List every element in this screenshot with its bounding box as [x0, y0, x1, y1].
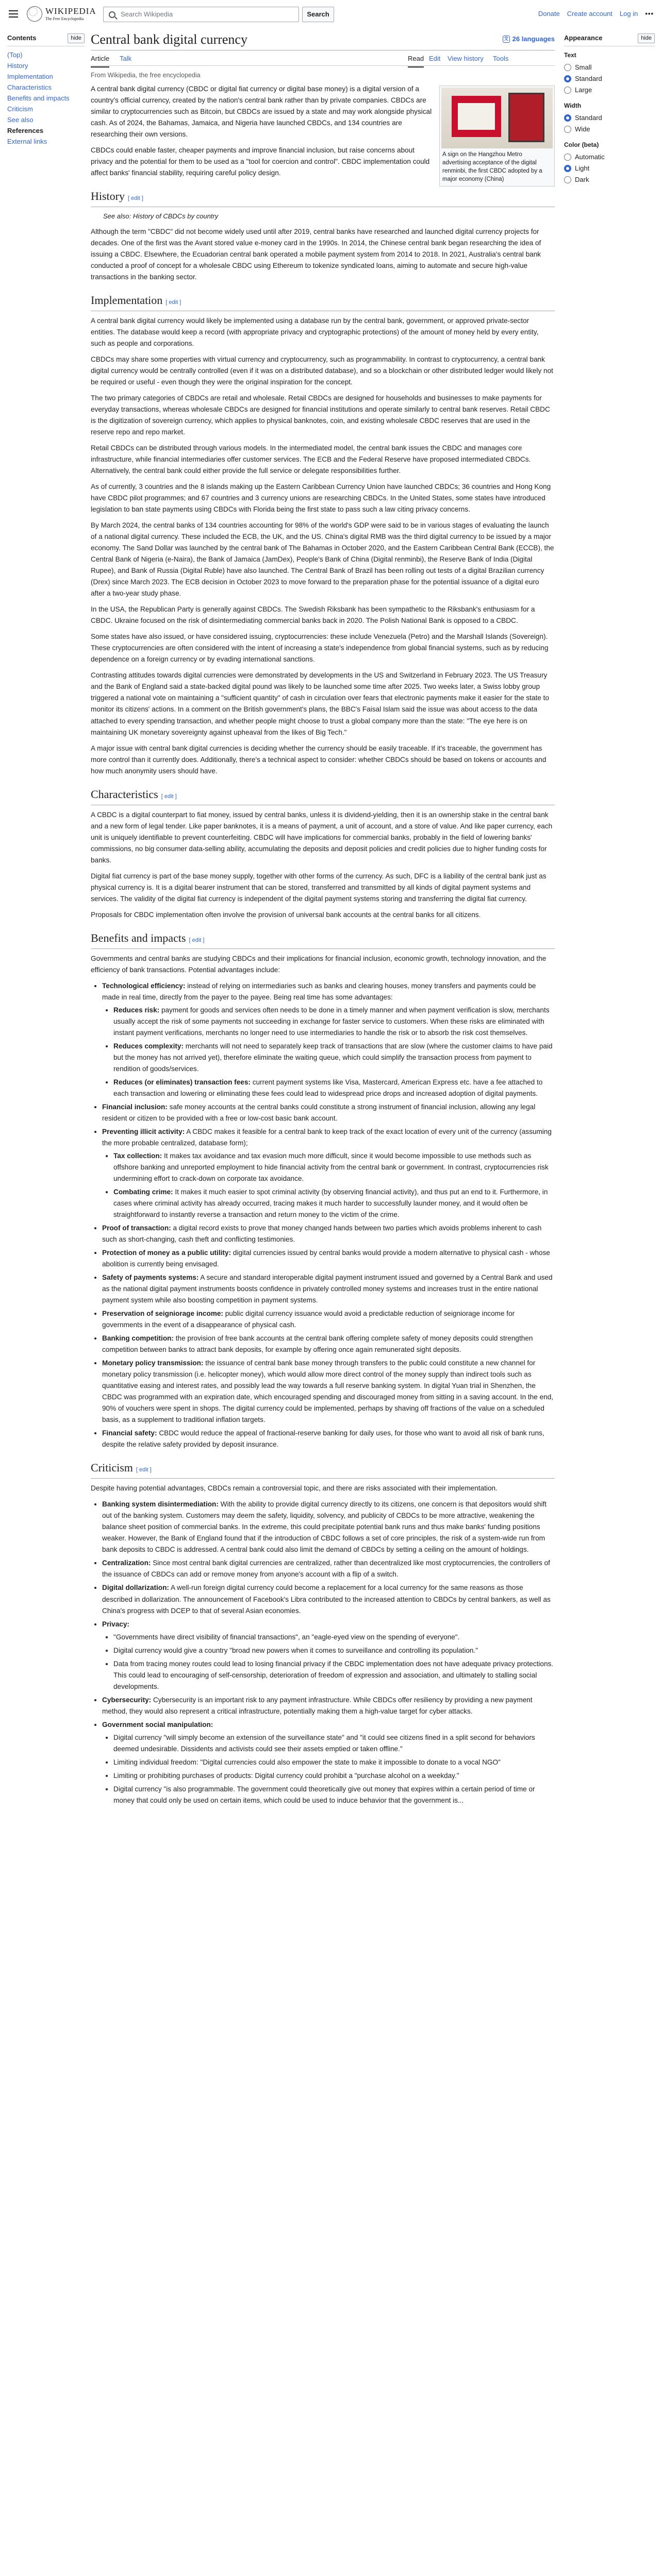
- appearance-panel: [564, 33, 655, 191]
- radio-icon: [564, 154, 571, 161]
- wikipedia-logo[interactable]: [27, 6, 96, 22]
- list-item-text: It makes tax avoidance and tax evasion much more difficult, since it would become impossible to use methods such as offshore banking and unreported employment to hide financial activity from the central bank or government. In contrast, cryptocurrencies risk undermining effort to crack-down on corporate tax avoidance.: [113, 1151, 549, 1182]
- radio-icon: [564, 64, 571, 71]
- characteristics-paragraph: Proposals for CBDC implementation often involve the provision of universal bank accounts at the central banks for all citizens.: [91, 910, 481, 919]
- edit-section-link[interactable]: [ edit ]: [189, 937, 205, 943]
- figure-caption: A sign on the Hangzhou Metro advertising acceptance of the digital renminbi, the first CBDC adopted by a major economy (China): [442, 151, 542, 183]
- list-item-text: safe money accounts at the central banks could constitute a strong instrument of financial inclusion, allowing any legal resident or citizen to be provided with a free or low-cost basic bank account.: [102, 1103, 536, 1122]
- search-icon: [109, 11, 115, 18]
- list-item: [102, 1719, 555, 1806]
- color-group: [564, 140, 655, 185]
- list-item-text: public digital currency issuance would avoid a predictable reduction of seigniorage income for governments in the event of a disappearance of physical cash.: [102, 1310, 515, 1329]
- section-heading-history: [91, 188, 555, 207]
- language-button[interactable]: [503, 34, 555, 45]
- lead-figure: [439, 86, 555, 187]
- list-item-term: Technological efficiency:: [102, 981, 186, 990]
- tab-tools[interactable]: Tools: [493, 55, 509, 62]
- characteristics-paragraph: Digital fiat currency is part of the base money supply, together with other forms of the currency. As such, DFC is a liability of the central bank just as physical currency is. It is a digital bearer instrument that can be stored, transferred and transmitted by all kinds of digital payment systems and services. The validity of the digital fiat currency is independent of the digital payment systems storing and transferring the digital fiat currency.: [91, 872, 547, 903]
- radio-selected-icon: [564, 114, 571, 122]
- implementation-paragraph: The two primary categories of CBDCs are retail and wholesale. Retail CBDCs are designed for households and businesses to make payments for everyday transactions, whereas wholesale CBDCs are designed for financial institutions and operate similarly to central bank reserves. Retail CBDC is the digitization of sovereign currency, which applies to physical banknotes, coin, and existing wholesale CBDC reserves that are used in the reserve repo and repo market.: [91, 394, 550, 436]
- lead-paragraph: A central bank digital currency (CBDC or digital fiat currency or digital base money) is a digital version of a country's official currency, created by the nation's central bank rather than by private companies. CBDCs are similar to cryptocurrencies such as Bitcoin, but CBDCs are issued by a state and may work alongside physical cash. As of 2024, the Bahamas, Jamaica, and Nigeria have launched CBDCs, and 134 countries are researching their own versions.: [91, 85, 432, 139]
- edit-section-link[interactable]: [ edit ]: [128, 195, 143, 202]
- history-paragraph: Although the term "CBDC" did not become widely used until after 2019, central banks have researched and launched digital currency projects for decades. One of the first was the Avant stored value e-money card in the 1990s. In 2014, the Chinese central bank began researching the idea of issuing a CBDC. Elsewhere, the Ecuadorian central bank operated a mobile payment system from 2014 to 2018. In 2021, Australia's central bank conducted a proof of concept for a wholesale CBDC using Ethereum to tokenize syndicated loans, aiming to automate and secure high-value transactions in the banking sector.: [91, 227, 541, 281]
- width-group: [564, 101, 655, 135]
- color-light-radio[interactable]: [564, 163, 655, 174]
- search-placeholder: Search Wikipedia: [121, 10, 173, 18]
- implementation-paragraph: Some states have also issued, or have considered issuing, cryptocurrencies: these include Venezuela (Petro) and the Marshall Islands (Sovereign). These cryptocurrencies are often considered with the intent of increasing a state's independence from global financial systems, such as by reducing dependence on a foreign currency or by evading international sanctions.: [91, 633, 549, 664]
- toc-hide-button[interactable]: hide: [68, 33, 85, 43]
- list-item-text: the provision of free bank accounts at the central bank offering complete safety of money deposits could strengthen competition between banks to attract bank deposits, for example by offering once again remunerated sight deposits.: [102, 1334, 533, 1354]
- list-item-text: current payment systems like Visa, Mastercard, American Express etc. have a fee attached to each transaction and lowering or eliminating these fees could lead to widespread price drops and increased adoption of digital payments.: [113, 1078, 543, 1097]
- edit-section-link[interactable]: [ edit ]: [161, 793, 177, 800]
- toc-item-history[interactable]: History: [7, 61, 28, 70]
- list-item-term: Banking system disintermediation:: [102, 1500, 219, 1509]
- implementation-paragraph: In the USA, the Republican Party is generally against CBDCs. The Swedish Riksbank has been sympathetic to the Riksbank's enthusiasm for a CBDC. Ukraine focused on the risk of disintermediating commercial banks back in 2020. The Polish National Bank is opposed to a CBDC.: [91, 605, 535, 625]
- list-item: [113, 1757, 555, 1768]
- list-item: [102, 1223, 555, 1245]
- color-label: Color (beta): [564, 141, 599, 149]
- list-item: [102, 1272, 555, 1306]
- language-count: 26 languages: [512, 35, 555, 43]
- toc-item-criticism[interactable]: Criticism: [7, 105, 33, 113]
- toc-item-see-also[interactable]: See also: [7, 115, 34, 124]
- radio-selected-icon: [564, 75, 571, 82]
- list-item-text: Limiting or prohibiting purchases of products: Digital currency could prohibit a "purchase alcohol on a weekday.": [113, 1771, 459, 1780]
- radio-icon: [564, 126, 571, 133]
- list-item: [102, 1428, 555, 1450]
- list-item-term: Reduces risk:: [113, 1006, 160, 1014]
- toc-title: Contents: [7, 34, 37, 42]
- radio-label: Standard: [575, 74, 602, 82]
- list-item: [113, 1770, 555, 1782]
- hangzhou-metro-sign-image[interactable]: [441, 88, 553, 148]
- toc-item-benefits[interactable]: Benefits and impacts: [7, 94, 70, 102]
- sub-list: [113, 1005, 555, 1099]
- text-size-standard-radio[interactable]: [564, 73, 655, 84]
- list-item: [102, 1308, 555, 1331]
- list-item: [102, 1619, 555, 1692]
- color-automatic-radio[interactable]: [564, 151, 655, 163]
- list-item-term: Privacy:: [102, 1620, 129, 1628]
- sub-list: [113, 1150, 555, 1221]
- list-item: [113, 1732, 555, 1755]
- implementation-paragraph: CBDCs may share some properties with virtual currency and cryptocurrency, such as programmability. In contrast to cryptocurrency, a central bank digital currency would be centrally controlled (even if it was on a distributed database), and so a blockchain or other distributed ledger would likely not be required or useful - even though they were the original inspiration for the concept.: [91, 355, 553, 386]
- list-item-term: Cybersecurity:: [102, 1696, 152, 1704]
- list-item-term: Safety of payments systems:: [102, 1274, 199, 1282]
- implementation-paragraph: Retail CBDCs can be distributed through various models. In the intermediated model, the central bank issues the CBDC and manages core infrastructure, while financial intermediaries offer customer services. The ECB and the Federal Reserve have proposed intermediated CBDCs. Alternatively, the central bank could either provide the full service or delegate responsibilities further.: [91, 444, 531, 475]
- text-size-large-radio[interactable]: [564, 84, 655, 96]
- text-size-group: [564, 50, 655, 96]
- log-in-link[interactable]: Log in: [619, 10, 638, 18]
- list-item-text: A well-run foreign digital currency could become a replacement for a local currency for the same reasons as those described in dollarization. The announcement of Facebook's Libra contributed to the increased attention to CBDCs by central bankers, as well as China's progress with DCEP to that of several Asian economies.: [102, 1584, 551, 1615]
- width-wide-radio[interactable]: [564, 124, 655, 135]
- criticism-paragraph: Despite having potential advantages, CBDCs remain a controversial topic, and there are risks associated with their implementation.: [91, 1484, 498, 1493]
- edit-section-link[interactable]: [ edit ]: [166, 299, 181, 306]
- heading-text: Criticism: [91, 1461, 133, 1475]
- list-item-text: merchants will not need to separately keep track of transactions that are slow (where the customer claims to have paid but the money has not arrived yet), therefore eliminate the waiting queue, which could simplify the transaction process from payment to rendition of goods/services.: [113, 1042, 553, 1073]
- logo-wordmark: WIKIPEDIA: [45, 6, 96, 16]
- list-item: [102, 1101, 555, 1124]
- lead-paragraph: CBDCs could enable faster, cheaper payments and improve financial inclusion, but raise concerns about privacy and the potential for them to be used as a "tool for coercion and control". CBDC implementation could affect banks' financial stability, requiring careful policy design.: [91, 146, 430, 177]
- personal-tools: [538, 9, 654, 20]
- radio-icon: [564, 87, 571, 94]
- toc-item-external-links[interactable]: External links: [7, 137, 47, 145]
- heading-text: Characteristics: [91, 787, 158, 801]
- list-item-text: Cybersecurity is an important risk to any payment infrastructure. While CBDCs offer resiliency by providing a new payment method, they would also represent a critical infrastructure, potentially making them a high-value target for cyber attacks.: [102, 1696, 533, 1715]
- benefits-paragraph: Governments and central banks are studying CBDCs and their implications for financial inclusion, economic growth, technology innovation, and the efficiency of bank transactions. Potential advantages include:: [91, 954, 547, 974]
- implementation-paragraph: As of currently, 3 countries and the 8 islands making up the Eastern Caribbean Currency Union have launched CBDCs; 36 countries and Hong Kong have CBDC pilot programmes; and 67 countries and 3 currency unions are researching CBDCs. In the United States, some states have introduced legislation to ban state payments using CBDCs with Florida being the first state to pass such a law citing privacy concerns.: [91, 483, 551, 514]
- tab-talk[interactable]: Talk: [120, 55, 132, 62]
- list-item-text: Limiting individual freedom: "Digital currencies could also empower the state to make it impossible to donate to a vocal NGO": [113, 1758, 501, 1766]
- appearance-hide-button[interactable]: hide: [638, 33, 655, 43]
- list-item: [102, 1247, 555, 1270]
- radio-icon: [564, 176, 571, 183]
- radio-label: Standard: [575, 114, 602, 122]
- list-item-text: A CBDC makes it feasible for a central bank to keep track of the exact location of every unit of the currency (assuming the more probable centralized, database form);: [102, 1127, 552, 1147]
- list-item: [113, 1005, 555, 1039]
- list-item-text: Digital currency would give a country "broad new powers when it comes to surveillance and controlling its population.": [113, 1646, 478, 1654]
- tab-read[interactable]: Read: [408, 54, 424, 67]
- section-heading-characteristics: [91, 786, 555, 805]
- list-item: [102, 1694, 555, 1717]
- section-heading-implementation: [91, 292, 555, 311]
- list-item: [113, 1784, 555, 1806]
- radio-label: Automatic: [575, 153, 605, 161]
- list-item-text: the issuance of central bank base money through transfers to the public could constitute a new channel for monetary policy transmission (i.e. helicopter money), which would allow more direct control of the money supply than indirect tools such as quantitative easing and interest rates, and possibly lead the way towards a full reserve banking system. In digital Yuan trial in Shenzhen, the CBDC was programmed with an expiration date, which encouraged spending and discouraged money from sitting in a saving account. In the end, 90% of vouchers were spent in shops. The digital currency could be implemented, perhaps by shaving off fractions of the value on a scheduled basis, as a supplement to traditional inflation targets.: [102, 1359, 554, 1424]
- article-body: [91, 83, 555, 1806]
- list-item-text: With the ability to provide digital currency directly to its citizens, one concern is that depositors would shift out of the banking system. Customers may deem the safety, liquidity, solvency, and publicity of CBDCs to be more attractive, weakening the balance sheet position of commercial banks. In the extreme, this could precipitate potential bank runs and thus make banks' funding positions weaker. However, the Bank of England found that if the introduction of CBDC follows a set of core principles, the risk of a system-wide run from bank deposits to CBDC is addressed. A central bank could also limit the demand of CBDCs by setting a ceiling on the amount of holdings.: [102, 1500, 547, 1554]
- list-item-term: Protection of money as a public utility:: [102, 1249, 231, 1257]
- heading-text: History: [91, 190, 125, 203]
- edit-section-link[interactable]: [ edit ]: [136, 1467, 152, 1473]
- list-item-term: Preservation of seigniorage income:: [102, 1310, 223, 1318]
- list-item-term: Reduces complexity:: [113, 1042, 184, 1050]
- toc-item-characteristics[interactable]: Characteristics: [7, 83, 52, 91]
- main-menu-icon[interactable]: [7, 8, 20, 21]
- list-item: [113, 1150, 555, 1184]
- list-item: [113, 1041, 555, 1075]
- list-item-term: Digital dollarization:: [102, 1584, 169, 1592]
- radio-label: Wide: [575, 125, 590, 133]
- implementation-paragraph: By March 2024, the central banks of 134 countries accounting for 98% of the world's GDP were said to be in various stages of evaluating the launch of a national digital currency. These included the ECB, the UK, and the US. China's digital RMB was the third digital currency to be issued by a major economy. The Sand Dollar was launched by the central bank of The Bahamas in October 2020, and the Eastern Caribbean Central Bank (ECCB), the Central Bank of Nigeria (e-Naira), the Bank of Jamaica (JamDex), People's Bank of China (Digital renminbi), the Reserve Bank of India (Digital Rupee), and Bank of Russia (Digital Ruble) have also launched. The Central Bank of Brazil has been rolling out tests of a digital Brazilian currency (Drex) since March 2023. The ECB decision in October 2023 to move forward to the preparation phase for the potential issuance of a digital euro after a two-year study phase.: [91, 521, 554, 598]
- toc-item-references[interactable]: References: [7, 126, 44, 134]
- search-button[interactable]: Search: [302, 7, 334, 22]
- section-heading-benefits: [91, 930, 555, 949]
- appearance-title: Appearance: [564, 34, 603, 42]
- page-tabs: [91, 50, 555, 66]
- list-item-text: instead of relying on intermediaries such as banks and clearing houses, money transfers and payments could be made in real time, directly from the payer to the payee. Being real time has some advantages:: [102, 981, 536, 1001]
- list-item-term: Financial inclusion:: [102, 1103, 168, 1111]
- radio-label: Light: [575, 164, 590, 173]
- sub-list: [113, 1632, 555, 1692]
- text-size-small-radio[interactable]: [564, 62, 655, 73]
- benefits-list: [102, 980, 555, 1451]
- radio-label: Large: [575, 86, 592, 94]
- list-item: [102, 1557, 555, 1580]
- hatnote: See also: History of CBDCs by country: [103, 212, 219, 221]
- language-icon: 文: [503, 36, 510, 43]
- sub-list: [113, 1732, 555, 1806]
- toc-item-top[interactable]: (Top): [7, 50, 23, 59]
- criticism-list: [102, 1499, 555, 1806]
- list-item: [113, 1645, 555, 1656]
- site-sub: From Wikipedia, the free encyclopedia: [91, 72, 201, 79]
- toc-item-implementation[interactable]: Implementation: [7, 72, 53, 80]
- table-of-contents: [7, 33, 85, 147]
- list-item: [102, 1582, 555, 1616]
- list-item-text: Data from tracing money routes could lead to losing financial privacy if the CBDC implementation does not have adequate privacy protections. This could lead to encouraging of self-censorship, deterioration of freedom of expression and association, and ultimately to stalling social developments.: [113, 1659, 554, 1690]
- list-item-term: Financial safety:: [102, 1429, 157, 1437]
- heading-text: Implementation: [91, 294, 163, 307]
- heading-text: Benefits and impacts: [91, 931, 186, 944]
- donate-link[interactable]: Donate: [538, 10, 560, 18]
- implementation-paragraph: A central bank digital currency would likely be implemented using a database run by the central bank, government, or approved private-sector entities. The database would keep a record (with appropriate privacy and cryptographic protections) of the amount of money held by every entity, such as people and corporations.: [91, 317, 539, 348]
- more-options-icon[interactable]: •••: [645, 10, 654, 18]
- radio-label: Small: [575, 63, 592, 71]
- list-item-term: Government social manipulation:: [102, 1720, 213, 1728]
- list-item-term: Banking competition:: [102, 1334, 174, 1343]
- site-header: [0, 0, 662, 29]
- width-standard-radio[interactable]: [564, 112, 655, 124]
- characteristics-paragraph: A CBDC is a digital counterpart to fiat money, issued by central banks, unless it is dividend-yielding, then it is an ownership stake in the central bank and a new form of legal tender. Like paper banknotes, it is a means of payment, a unit of account, and a store of value. And like paper currency, each unit is uniquely identifiable to prevent counterfeiting. CBDC will have implications for commercial banks, probably in the field of lowering banks' commissions, no big consumer data-selling ability, accumulating the deposits and deposit policies and credit policies due to higher funding costs for banks.: [91, 810, 553, 864]
- implementation-paragraph: Contrasting attitudes towards digital currencies were demonstrated by developments in the US and Switzerland in February 2023. The US Treasury and the Bank of England said a state-backed digital pound was likely to be launched some time after 2025. Two weeks later, a Swiss lobby group triggered a national vote on maintaining a "sufficient quantity" of cash in circulation over fears that electronic payments make it easier for the state to monitor its citizens' actions. In a comment on the British government's plans, the BBC's Faisal Islam said the issue was about access to the data attached to every spending transaction, and whether people might choose to trust a global company more than the state: "The eye here is on maintaining UK monetary sovereignty against upheaval from the likes of Big Tech.": [91, 671, 549, 736]
- list-item-term: Reduces (or eliminates) transaction fees:: [113, 1078, 251, 1086]
- list-item-term: Preventing illicit activity:: [102, 1127, 185, 1136]
- list-item-text: Digital currency "is also programmable. The government could theoretically give out money that expires within a certain period of time or money that could only be used on certain items, which could be used to induce behavior that the government is...: [113, 1785, 535, 1804]
- list-item: [102, 1358, 555, 1426]
- page-title: Central bank digital currency: [91, 32, 247, 47]
- list-item-text: Since most central bank digital currencies are centralized, rather than decentralized like most cryptocurrencies, the controllers of the issuance of CBDCs can add or remove money from anyone's account with a flip of a switch.: [102, 1559, 550, 1579]
- list-item-text: a digital record exists to prove that money changed hands between two parties which avoids problems inherent to cash such as short-changing, cash theft and conflicting testimonies.: [102, 1224, 542, 1244]
- list-item-term: Centralization:: [102, 1559, 151, 1567]
- globe-icon: [27, 6, 42, 22]
- logo-tagline: The Free Encyclopedia: [45, 16, 84, 21]
- create-account-link[interactable]: Create account: [567, 10, 613, 18]
- list-item: [102, 1499, 555, 1555]
- list-item: [113, 1187, 555, 1221]
- search-input[interactable]: [103, 7, 299, 22]
- list-item: [102, 1126, 555, 1221]
- radio-selected-icon: [564, 165, 571, 172]
- list-item: [113, 1077, 555, 1099]
- implementation-paragraph: A major issue with central bank digital currencies is deciding whether the currency should be easily traceable. If it's traceable, the government has more control than it currently does. Additionally, there's a technical aspect to consider: whether CBDCs should be based on tokens or accounts and how much anonymity users should have.: [91, 744, 547, 775]
- tab-view-history[interactable]: View history: [448, 55, 484, 62]
- color-dark-radio[interactable]: [564, 174, 655, 185]
- list-item-term: Proof of transaction:: [102, 1224, 171, 1232]
- list-item-text: A secure and standard interoperable digital payment instrument issued and governed by a Central Bank and used as the national digital payment instruments boosts confidence in privately controlled money systems and increases trust in the entire national payment system while also boosting competition in payment systems.: [102, 1274, 553, 1304]
- list-item-text: payment for goods and services often needs to be done in a timely manner and when payment verification is slow, merchants usually accept the risk of some payments not succeeding in exchange for faster service to customers. When these risks are eliminated with instant payment verifications, merchants no longer need to use intermediaries to handle the risk or to absorb the risk cost themselves.: [113, 1006, 550, 1037]
- width-label: Width: [564, 101, 582, 109]
- list-item: [113, 1658, 555, 1692]
- list-item-text: It makes it much easier to spot criminal activity (by observing financial activity), and thus put an end to it. Furthermore, in cases where criminal activity has already occurred, tracing makes it much harder to successfully launder money, and it would often be straightforward to instantly reverse a transaction and return money to the victim of the crime.: [113, 1188, 548, 1219]
- list-item-term: Monetary policy transmission:: [102, 1359, 204, 1367]
- list-item-term: Combating crime:: [113, 1188, 173, 1196]
- list-item-text: "Governments have direct visibility of financial transactions", an "eagle-eyed view on the spending of everyone".: [113, 1633, 460, 1641]
- article-main: [91, 30, 555, 1811]
- list-item: [102, 980, 555, 1099]
- text-size-label: Text: [564, 51, 576, 59]
- radio-label: Dark: [575, 176, 589, 184]
- list-item: [113, 1632, 555, 1643]
- list-item-term: Tax collection:: [113, 1151, 162, 1160]
- list-item-text: Digital currency "will simply become an extension of the surveillance state" and "it could see citizens fined in a split second for behaviors deemed undesirable. Dissidents and activists could see their assets emptied or taken offline.": [113, 1733, 535, 1753]
- section-heading-criticism: [91, 1460, 555, 1479]
- tab-article[interactable]: Article: [91, 54, 109, 67]
- tab-edit[interactable]: Edit: [429, 55, 441, 62]
- list-item-text: CBDC would reduce the appeal of fractional-reserve banking for daily uses, for those who want to avoid all risk of bank runs, despite the relative safety provided by deposit insurance.: [102, 1429, 544, 1449]
- list-item-text: digital currencies issued by central banks would provide a modern alternative to physical cash - whose abolition is currently being envisaged.: [102, 1249, 550, 1268]
- list-item: [102, 1333, 555, 1355]
